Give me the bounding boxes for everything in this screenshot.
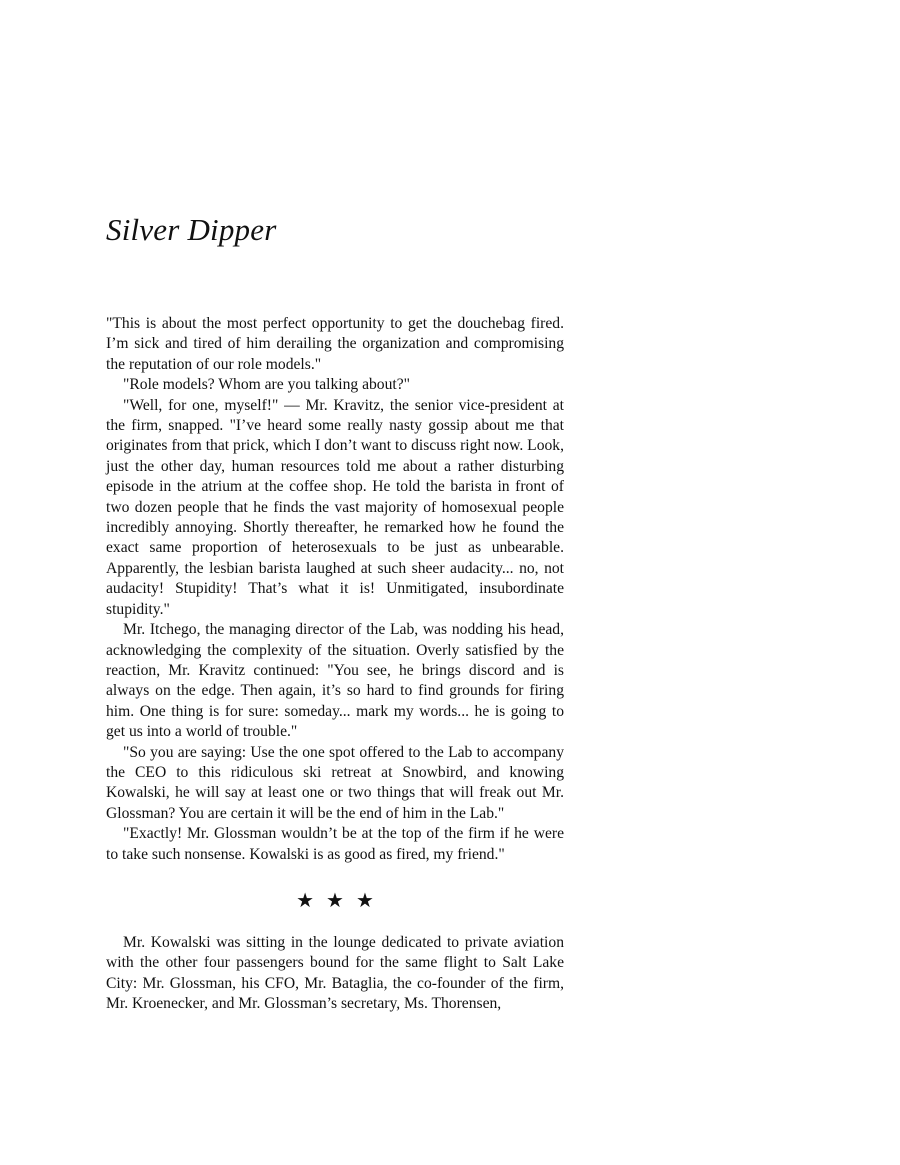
paragraph: Mr. Itchego, the managing director of the Lab, was nodding his head, acknowledging the complexity of the situation. Overly satisfied by the reaction, Mr. Kravitz continued: "You see, he brings discord and is always on the edge. Then again, it’s so hard to find grounds for firing him. One thing is for sure: someday... mark my words... he is going to get us into a world of trouble." (106, 621, 564, 741)
chapter-title: Silver Dipper (106, 212, 277, 247)
paragraph: "Exactly! Mr. Glossman wouldn’t be at the top of the firm if he were to take such nonsense. Kowalski is as good as fired, my friend." (106, 825, 564, 863)
paragraph: "Well, for one, myself!" — Mr. Kravitz, the senior vice-president at the firm, snapped. "I’ve heard some really nasty gossip about me that originates from that prick, which I don’t want to discuss right now. Look, just the other day, human resources told me about a rather disturbing episode in the atrium at the coffee shop. He told the barista in front of two dozen people that he finds the vast majority of homosexual people incredibly annoying. Shortly thereafter, he remarked how he found the exact same proportion of heterosexuals to be just as unbearable. Apparently, the lesbian barista laughed at such sheer audacity... no, not audacity! Stupidity! That’s what it is! Unmitigated, insubordinate stupidity." (106, 396, 564, 618)
paragraph: Mr. Kowalski was sitting in the lounge dedicated to private aviation with the other four passengers bound for the same flight to Salt Lake City: Mr. Glossman, his CFO, Mr. Bataglia, the co-founder of the firm, Mr. Kroenecker, and Mr. Glossman’s secretary, Ms. Thorensen, (106, 934, 564, 1013)
paragraph: "Role models? Whom are you talking about?" (123, 376, 410, 394)
scene-break-stars: ★★★ (296, 888, 386, 912)
section-two-text (106, 933, 564, 1015)
paragraph: "So you are saying: Use the one spot offered to the Lab to accompany the CEO to this ridiculous ski retreat at Snowbird, and knowing Kowalski, he will say at least one or two things that will freak out Mr. Glossman? You are certain it will be the end of him in the Lab." (106, 743, 564, 822)
paragraph: "This is about the most perfect opportunity to get the douchebag fired. I’m sick and tired of him derailing the organization and compromising the reputation of our role models." (106, 315, 564, 373)
section-one-text (106, 314, 564, 865)
